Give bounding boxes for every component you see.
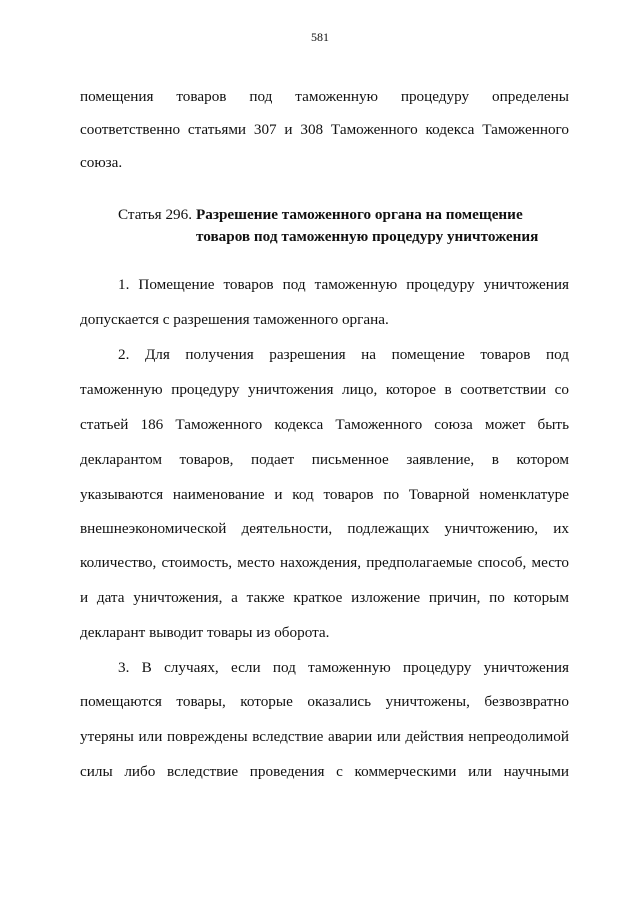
text-line: количество, стоимость, место нахождения, предполагаемые способ, место bbox=[80, 554, 569, 571]
text-line: утеряны или повреждены вследствие аварии или действия непреодолимой bbox=[80, 728, 569, 745]
text-line: соответственно статьями 307 и 308 Таможенного кодекса Таможенного bbox=[80, 121, 569, 138]
text-line: 3. В случаях, если под таможенную процедуру уничтожения bbox=[118, 659, 569, 676]
text-line: указываются наименование и код товаров по Товарной номенклатуре bbox=[80, 486, 569, 503]
text-line: союза. bbox=[80, 154, 123, 171]
text-line: и дата уничтожения, а также краткое изложение причин, по которым bbox=[80, 589, 569, 606]
text-line: помещаются товары, которые оказались уничтожены, безвозвратно bbox=[80, 693, 569, 710]
text-line: 2. Для получения разрешения на помещение товаров под bbox=[118, 346, 569, 363]
text-line: силы либо вследствие проведения с коммерческими или научными bbox=[80, 763, 569, 780]
text-line: внешнеэкономической деятельности, подлежащих уничтожению, их bbox=[80, 520, 569, 537]
article-label: Статья 296. bbox=[118, 206, 193, 223]
text-line: 1. Помещение товаров под таможенную процедуру уничтожения bbox=[118, 276, 569, 293]
text-line: таможенную процедуру уничтожения лицо, которое в соответствии со bbox=[80, 381, 569, 398]
page-number: 581 bbox=[311, 30, 329, 44]
text-line: декларант выводит товары из оборота. bbox=[80, 624, 330, 641]
text-line: статьей 186 Таможенного кодекса Таможенного союза может быть bbox=[80, 416, 569, 433]
article-title-line1: Разрешение таможенного органа на помещение bbox=[196, 206, 523, 223]
text-line: допускается с разрешения таможенного органа. bbox=[80, 311, 389, 328]
article-title-line2: товаров под таможенную процедуру уничтожения bbox=[196, 228, 539, 245]
text-line: декларантом товаров, подает письменное заявление, в котором bbox=[80, 451, 569, 468]
text-line: помещения товаров под таможенную процедуру определены bbox=[80, 88, 569, 105]
